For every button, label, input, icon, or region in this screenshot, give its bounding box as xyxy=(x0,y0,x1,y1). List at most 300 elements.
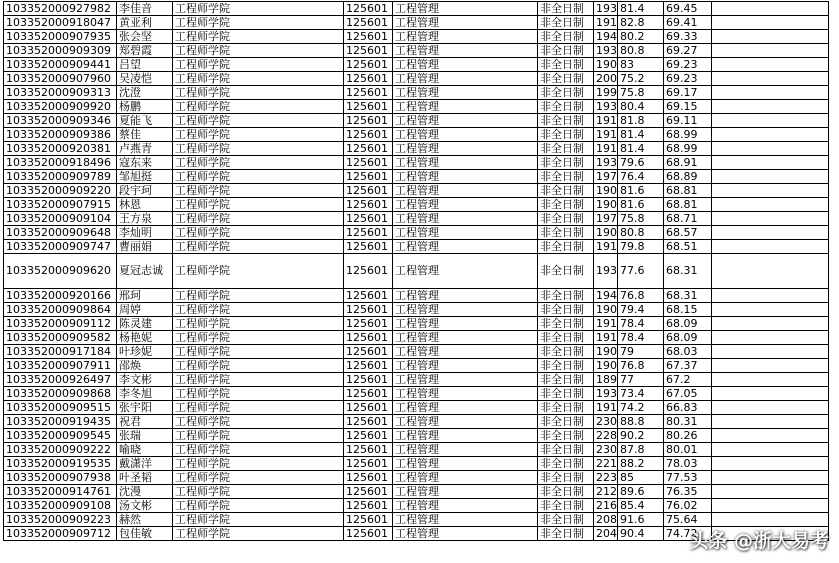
major-code-cell: 125601 xyxy=(344,44,393,58)
candidate-id-cell: 103352000918047 xyxy=(4,16,117,30)
name-cell: 邵焕 xyxy=(117,359,173,373)
retest-score-cell: 73.4 xyxy=(618,387,664,401)
table-row xyxy=(4,30,829,44)
candidate-id-cell: 103352000907938 xyxy=(4,471,117,485)
empty-cell xyxy=(712,114,829,128)
college-cell: 工程师学院 xyxy=(173,485,344,499)
empty-cell xyxy=(712,142,829,156)
candidate-id-cell: 103352000909864 xyxy=(4,303,117,317)
total-score-cell: 75.64 xyxy=(664,513,712,527)
candidate-id-cell: 103352000914761 xyxy=(4,485,117,499)
major-code-cell: 125601 xyxy=(344,30,393,44)
study-mode-cell: 非全日制 xyxy=(538,44,594,58)
candidate-id-cell: 103352000919435 xyxy=(4,415,117,429)
prelim-score-cell: 190 xyxy=(594,359,618,373)
retest-score-cell: 79.6 xyxy=(618,156,664,170)
study-mode-cell: 非全日制 xyxy=(538,499,594,513)
prelim-score-cell: 223 xyxy=(594,471,618,485)
major-name-cell: 工程管理 xyxy=(393,240,538,254)
total-score-cell: 69.33 xyxy=(664,30,712,44)
empty-cell xyxy=(712,373,829,387)
major-name-cell: 工程管理 xyxy=(393,373,538,387)
major-name-cell: 工程管理 xyxy=(393,443,538,457)
major-name-cell: 工程管理 xyxy=(393,86,538,100)
prelim-score-cell: 208 xyxy=(594,513,618,527)
major-code-cell: 125601 xyxy=(344,156,393,170)
study-mode-cell: 非全日制 xyxy=(538,387,594,401)
name-cell: 黄亚利 xyxy=(117,16,173,30)
major-name-cell: 工程管理 xyxy=(393,289,538,303)
candidate-id-cell: 103352000909582 xyxy=(4,331,117,345)
table-row xyxy=(4,317,829,331)
study-mode-cell: 非全日制 xyxy=(538,128,594,142)
major-code-cell: 125601 xyxy=(344,226,393,240)
major-name-cell: 工程管理 xyxy=(393,457,538,471)
study-mode-cell: 非全日制 xyxy=(538,415,594,429)
retest-score-cell: 79.4 xyxy=(618,303,664,317)
major-name-cell: 工程管理 xyxy=(393,114,538,128)
empty-cell xyxy=(712,471,829,485)
retest-score-cell: 85 xyxy=(618,471,664,485)
major-name-cell: 工程管理 xyxy=(393,198,538,212)
college-cell: 工程师学院 xyxy=(173,198,344,212)
college-cell: 工程师学院 xyxy=(173,471,344,485)
candidate-id-cell: 103352000907915 xyxy=(4,198,117,212)
major-code-cell: 125601 xyxy=(344,212,393,226)
candidate-id-cell: 103352000909747 xyxy=(4,240,117,254)
college-cell: 工程师学院 xyxy=(173,30,344,44)
total-score-cell: 80.26 xyxy=(664,429,712,443)
candidate-id-cell: 103352000909112 xyxy=(4,317,117,331)
total-score-cell: 67.37 xyxy=(664,359,712,373)
major-name-cell: 工程管理 xyxy=(393,331,538,345)
retest-score-cell: 75.8 xyxy=(618,86,664,100)
name-cell: 张会坚 xyxy=(117,30,173,44)
major-name-cell: 工程管理 xyxy=(393,170,538,184)
major-name-cell: 工程管理 xyxy=(393,212,538,226)
name-cell: 邢珂 xyxy=(117,289,173,303)
major-code-cell: 125601 xyxy=(344,457,393,471)
total-score-cell: 74.72 xyxy=(664,527,712,541)
table-row xyxy=(4,513,829,527)
college-cell: 工程师学院 xyxy=(173,387,344,401)
empty-cell xyxy=(712,345,829,359)
prelim-score-cell: 193 xyxy=(594,387,618,401)
total-score-cell: 68.81 xyxy=(664,184,712,198)
total-score-cell: 68.57 xyxy=(664,226,712,240)
retest-score-cell: 75.8 xyxy=(618,212,664,226)
admission-list-table xyxy=(3,1,829,541)
total-score-cell: 69.23 xyxy=(664,72,712,86)
name-cell: 汤文彬 xyxy=(117,499,173,513)
college-cell: 工程师学院 xyxy=(173,513,344,527)
prelim-score-cell: 193 xyxy=(594,156,618,170)
major-code-cell: 125601 xyxy=(344,100,393,114)
major-code-cell: 125601 xyxy=(344,289,393,303)
name-cell: 戴潇洋 xyxy=(117,457,173,471)
empty-cell xyxy=(712,317,829,331)
retest-score-cell: 80.2 xyxy=(618,30,664,44)
total-score-cell: 80.01 xyxy=(664,443,712,457)
study-mode-cell: 非全日制 xyxy=(538,114,594,128)
table-row xyxy=(4,2,829,16)
college-cell: 工程师学院 xyxy=(173,443,344,457)
prelim-score-cell: 204 xyxy=(594,527,618,541)
prelim-score-cell: 193 xyxy=(594,100,618,114)
retest-score-cell: 80.8 xyxy=(618,226,664,240)
total-score-cell: 68.99 xyxy=(664,128,712,142)
table-row xyxy=(4,198,829,212)
total-score-cell: 69.17 xyxy=(664,86,712,100)
major-code-cell: 125601 xyxy=(344,303,393,317)
total-score-cell: 68.31 xyxy=(664,254,712,289)
study-mode-cell: 非全日制 xyxy=(538,527,594,541)
study-mode-cell: 非全日制 xyxy=(538,58,594,72)
candidate-id-cell: 103352000909386 xyxy=(4,128,117,142)
retest-score-cell: 81.6 xyxy=(618,184,664,198)
study-mode-cell: 非全日制 xyxy=(538,212,594,226)
name-cell: 沈漫 xyxy=(117,485,173,499)
empty-cell xyxy=(712,30,829,44)
empty-cell xyxy=(712,86,829,100)
total-score-cell: 68.81 xyxy=(664,198,712,212)
candidate-id-cell: 103352000920166 xyxy=(4,289,117,303)
prelim-score-cell: 193 xyxy=(594,2,618,16)
total-score-cell: 69.27 xyxy=(664,44,712,58)
candidate-id-cell: 103352000919535 xyxy=(4,457,117,471)
total-score-cell: 76.02 xyxy=(664,499,712,513)
retest-score-cell: 87.8 xyxy=(618,443,664,457)
prelim-score-cell: 191 xyxy=(594,401,618,415)
candidate-id-cell: 103352000907960 xyxy=(4,72,117,86)
college-cell: 工程师学院 xyxy=(173,100,344,114)
retest-score-cell: 89.6 xyxy=(618,485,664,499)
retest-score-cell: 81.4 xyxy=(618,128,664,142)
name-cell: 沈澄 xyxy=(117,86,173,100)
empty-cell xyxy=(712,226,829,240)
table-row xyxy=(4,471,829,485)
total-score-cell: 68.31 xyxy=(664,289,712,303)
empty-cell xyxy=(712,16,829,30)
candidate-id-cell: 103352000909441 xyxy=(4,58,117,72)
study-mode-cell: 非全日制 xyxy=(538,198,594,212)
retest-score-cell: 88.2 xyxy=(618,457,664,471)
major-name-cell: 工程管理 xyxy=(393,527,538,541)
empty-cell xyxy=(712,198,829,212)
total-score-cell: 69.23 xyxy=(664,58,712,72)
major-name-cell: 工程管理 xyxy=(393,184,538,198)
table-row xyxy=(4,373,829,387)
major-name-cell: 工程管理 xyxy=(393,100,538,114)
empty-cell xyxy=(712,443,829,457)
major-code-cell: 125601 xyxy=(344,415,393,429)
empty-cell xyxy=(712,58,829,72)
prelim-score-cell: 194 xyxy=(594,30,618,44)
retest-score-cell: 76.8 xyxy=(618,359,664,373)
prelim-score-cell: 228 xyxy=(594,429,618,443)
prelim-score-cell: 200 xyxy=(594,72,618,86)
college-cell: 工程师学院 xyxy=(173,401,344,415)
candidate-id-cell: 103352000909309 xyxy=(4,44,117,58)
name-cell: 李冬旭 xyxy=(117,387,173,401)
study-mode-cell: 非全日制 xyxy=(538,226,594,240)
retest-score-cell: 81.4 xyxy=(618,2,664,16)
study-mode-cell: 非全日制 xyxy=(538,289,594,303)
total-score-cell: 68.09 xyxy=(664,317,712,331)
college-cell: 工程师学院 xyxy=(173,254,344,289)
name-cell: 夏能飞 xyxy=(117,114,173,128)
college-cell: 工程师学院 xyxy=(173,44,344,58)
major-name-cell: 工程管理 xyxy=(393,2,538,16)
major-name-cell: 工程管理 xyxy=(393,415,538,429)
study-mode-cell: 非全日制 xyxy=(538,317,594,331)
college-cell: 工程师学院 xyxy=(173,429,344,443)
total-score-cell: 69.45 xyxy=(664,2,712,16)
college-cell: 工程师学院 xyxy=(173,331,344,345)
study-mode-cell: 非全日制 xyxy=(538,16,594,30)
retest-score-cell: 79 xyxy=(618,345,664,359)
college-cell: 工程师学院 xyxy=(173,184,344,198)
table-row xyxy=(4,401,829,415)
toutiao-logo-icon: 头条 @浙大易考 xyxy=(689,530,829,552)
name-cell: 杨鹏 xyxy=(117,100,173,114)
retest-score-cell: 91.6 xyxy=(618,513,664,527)
retest-score-cell: 78.4 xyxy=(618,317,664,331)
total-score-cell: 69.11 xyxy=(664,114,712,128)
major-name-cell: 工程管理 xyxy=(393,345,538,359)
empty-cell xyxy=(712,100,829,114)
total-score-cell: 68.91 xyxy=(664,156,712,170)
college-cell: 工程师学院 xyxy=(173,72,344,86)
prelim-score-cell: 197 xyxy=(594,170,618,184)
table-row xyxy=(4,289,829,303)
college-cell: 工程师学院 xyxy=(173,2,344,16)
table-row xyxy=(4,443,829,457)
retest-score-cell: 77 xyxy=(618,373,664,387)
major-name-cell: 工程管理 xyxy=(393,387,538,401)
candidate-id-cell: 103352000907911 xyxy=(4,359,117,373)
college-cell: 工程师学院 xyxy=(173,289,344,303)
study-mode-cell: 非全日制 xyxy=(538,2,594,16)
name-cell: 吴凌恺 xyxy=(117,72,173,86)
table-row xyxy=(4,429,829,443)
name-cell: 郑碧霞 xyxy=(117,44,173,58)
major-code-cell: 125601 xyxy=(344,345,393,359)
retest-score-cell: 81.8 xyxy=(618,114,664,128)
retest-score-cell: 81.4 xyxy=(618,142,664,156)
study-mode-cell: 非全日制 xyxy=(538,142,594,156)
name-cell: 林恩 xyxy=(117,198,173,212)
study-mode-cell: 非全日制 xyxy=(538,30,594,44)
college-cell: 工程师学院 xyxy=(173,415,344,429)
major-code-cell: 125601 xyxy=(344,142,393,156)
table-row xyxy=(4,254,829,289)
major-code-cell: 125601 xyxy=(344,128,393,142)
candidate-id-cell: 103352000918496 xyxy=(4,156,117,170)
candidate-id-cell: 103352000909648 xyxy=(4,226,117,240)
college-cell: 工程师学院 xyxy=(173,114,344,128)
college-cell: 工程师学院 xyxy=(173,457,344,471)
total-score-cell: 68.99 xyxy=(664,142,712,156)
major-code-cell: 125601 xyxy=(344,16,393,30)
prelim-score-cell: 193 xyxy=(594,44,618,58)
major-code-cell: 125601 xyxy=(344,387,393,401)
candidate-id-cell: 103352000909712 xyxy=(4,527,117,541)
major-name-cell: 工程管理 xyxy=(393,303,538,317)
empty-cell xyxy=(712,212,829,226)
table-row xyxy=(4,156,829,170)
major-code-cell: 125601 xyxy=(344,485,393,499)
prelim-score-cell: 197 xyxy=(594,212,618,226)
college-cell: 工程师学院 xyxy=(173,303,344,317)
major-code-cell: 125601 xyxy=(344,170,393,184)
college-cell: 工程师学院 xyxy=(173,226,344,240)
candidate-id-cell: 103352000909104 xyxy=(4,212,117,226)
prelim-score-cell: 191 xyxy=(594,16,618,30)
college-cell: 工程师学院 xyxy=(173,373,344,387)
major-name-cell: 工程管理 xyxy=(393,429,538,443)
empty-cell xyxy=(712,485,829,499)
name-cell: 喻晓 xyxy=(117,443,173,457)
table-row xyxy=(4,345,829,359)
major-name-cell: 工程管理 xyxy=(393,128,538,142)
major-code-cell: 125601 xyxy=(344,86,393,100)
major-name-cell: 工程管理 xyxy=(393,58,538,72)
candidate-id-cell: 103352000920381 xyxy=(4,142,117,156)
major-name-cell: 工程管理 xyxy=(393,359,538,373)
name-cell: 叶圣韬 xyxy=(117,471,173,485)
table-row xyxy=(4,212,829,226)
retest-score-cell: 83 xyxy=(618,58,664,72)
table-row xyxy=(4,114,829,128)
table-row xyxy=(4,485,829,499)
college-cell: 工程师学院 xyxy=(173,345,344,359)
total-score-cell: 68.09 xyxy=(664,331,712,345)
total-score-cell: 68.15 xyxy=(664,303,712,317)
major-code-cell: 125601 xyxy=(344,471,393,485)
total-score-cell: 68.51 xyxy=(664,240,712,254)
study-mode-cell: 非全日制 xyxy=(538,170,594,184)
empty-cell xyxy=(712,513,829,527)
study-mode-cell: 非全日制 xyxy=(538,359,594,373)
major-name-cell: 工程管理 xyxy=(393,44,538,58)
major-code-cell: 125601 xyxy=(344,359,393,373)
retest-score-cell: 74.2 xyxy=(618,401,664,415)
table-row xyxy=(4,184,829,198)
major-code-cell: 125601 xyxy=(344,58,393,72)
total-score-cell: 68.71 xyxy=(664,212,712,226)
major-code-cell: 125601 xyxy=(344,429,393,443)
major-code-cell: 125601 xyxy=(344,184,393,198)
prelim-score-cell: 193 xyxy=(594,254,618,289)
retest-score-cell: 78.4 xyxy=(618,331,664,345)
table-row xyxy=(4,226,829,240)
college-cell: 工程师学院 xyxy=(173,359,344,373)
empty-cell xyxy=(712,499,829,513)
prelim-score-cell: 221 xyxy=(594,457,618,471)
empty-cell xyxy=(712,44,829,58)
empty-cell xyxy=(712,331,829,345)
name-cell: 曹丽娟 xyxy=(117,240,173,254)
major-name-cell: 工程管理 xyxy=(393,30,538,44)
empty-cell xyxy=(712,289,829,303)
retest-score-cell: 80.4 xyxy=(618,100,664,114)
retest-score-cell: 88.8 xyxy=(618,415,664,429)
study-mode-cell: 非全日制 xyxy=(538,373,594,387)
major-code-cell: 125601 xyxy=(344,240,393,254)
candidate-id-cell: 103352000917184 xyxy=(4,345,117,359)
prelim-score-cell: 190 xyxy=(594,226,618,240)
study-mode-cell: 非全日制 xyxy=(538,457,594,471)
name-cell: 祝君 xyxy=(117,415,173,429)
candidate-id-cell: 103352000909222 xyxy=(4,443,117,457)
candidate-id-cell: 103352000909220 xyxy=(4,184,117,198)
prelim-score-cell: 230 xyxy=(594,415,618,429)
table-row xyxy=(4,457,829,471)
major-code-cell: 125601 xyxy=(344,114,393,128)
table-row xyxy=(4,387,829,401)
table-row xyxy=(4,359,829,373)
candidate-id-cell: 103352000927982 xyxy=(4,2,117,16)
retest-score-cell: 85.4 xyxy=(618,499,664,513)
study-mode-cell: 非全日制 xyxy=(538,86,594,100)
prelim-score-cell: 190 xyxy=(594,58,618,72)
table-row xyxy=(4,415,829,429)
retest-score-cell: 80.8 xyxy=(618,44,664,58)
major-code-cell: 125601 xyxy=(344,513,393,527)
total-score-cell: 76.35 xyxy=(664,485,712,499)
total-score-cell: 78.03 xyxy=(664,457,712,471)
prelim-score-cell: 191 xyxy=(594,240,618,254)
candidate-id-cell: 103352000909346 xyxy=(4,114,117,128)
total-score-cell: 69.41 xyxy=(664,16,712,30)
retest-score-cell: 79.8 xyxy=(618,240,664,254)
empty-cell xyxy=(712,303,829,317)
name-cell: 陈灵建 xyxy=(117,317,173,331)
empty-cell xyxy=(712,401,829,415)
name-cell: 赫然 xyxy=(117,513,173,527)
table-row xyxy=(4,72,829,86)
prelim-score-cell: 191 xyxy=(594,317,618,331)
major-code-cell: 125601 xyxy=(344,499,393,513)
retest-score-cell: 76.4 xyxy=(618,170,664,184)
college-cell: 工程师学院 xyxy=(173,142,344,156)
retest-score-cell: 90.4 xyxy=(618,527,664,541)
candidate-id-cell: 103352000909545 xyxy=(4,429,117,443)
name-cell: 张瑞 xyxy=(117,429,173,443)
empty-cell xyxy=(712,254,829,289)
major-code-cell: 125601 xyxy=(344,401,393,415)
name-cell: 杨艳妮 xyxy=(117,331,173,345)
total-score-cell: 80.31 xyxy=(664,415,712,429)
college-cell: 工程师学院 xyxy=(173,16,344,30)
major-name-cell: 工程管理 xyxy=(393,485,538,499)
prelim-score-cell: 191 xyxy=(594,128,618,142)
total-score-cell: 68.03 xyxy=(664,345,712,359)
major-code-cell: 125601 xyxy=(344,373,393,387)
candidate-id-cell: 103352000909313 xyxy=(4,86,117,100)
table-row xyxy=(4,44,829,58)
major-name-cell: 工程管理 xyxy=(393,401,538,415)
empty-cell xyxy=(712,240,829,254)
table-row xyxy=(4,58,829,72)
prelim-score-cell: 194 xyxy=(594,289,618,303)
table-row xyxy=(4,303,829,317)
empty-cell xyxy=(712,72,829,86)
table-row xyxy=(4,170,829,184)
prelim-score-cell: 191 xyxy=(594,142,618,156)
name-cell: 夏冠志诚 xyxy=(117,254,173,289)
